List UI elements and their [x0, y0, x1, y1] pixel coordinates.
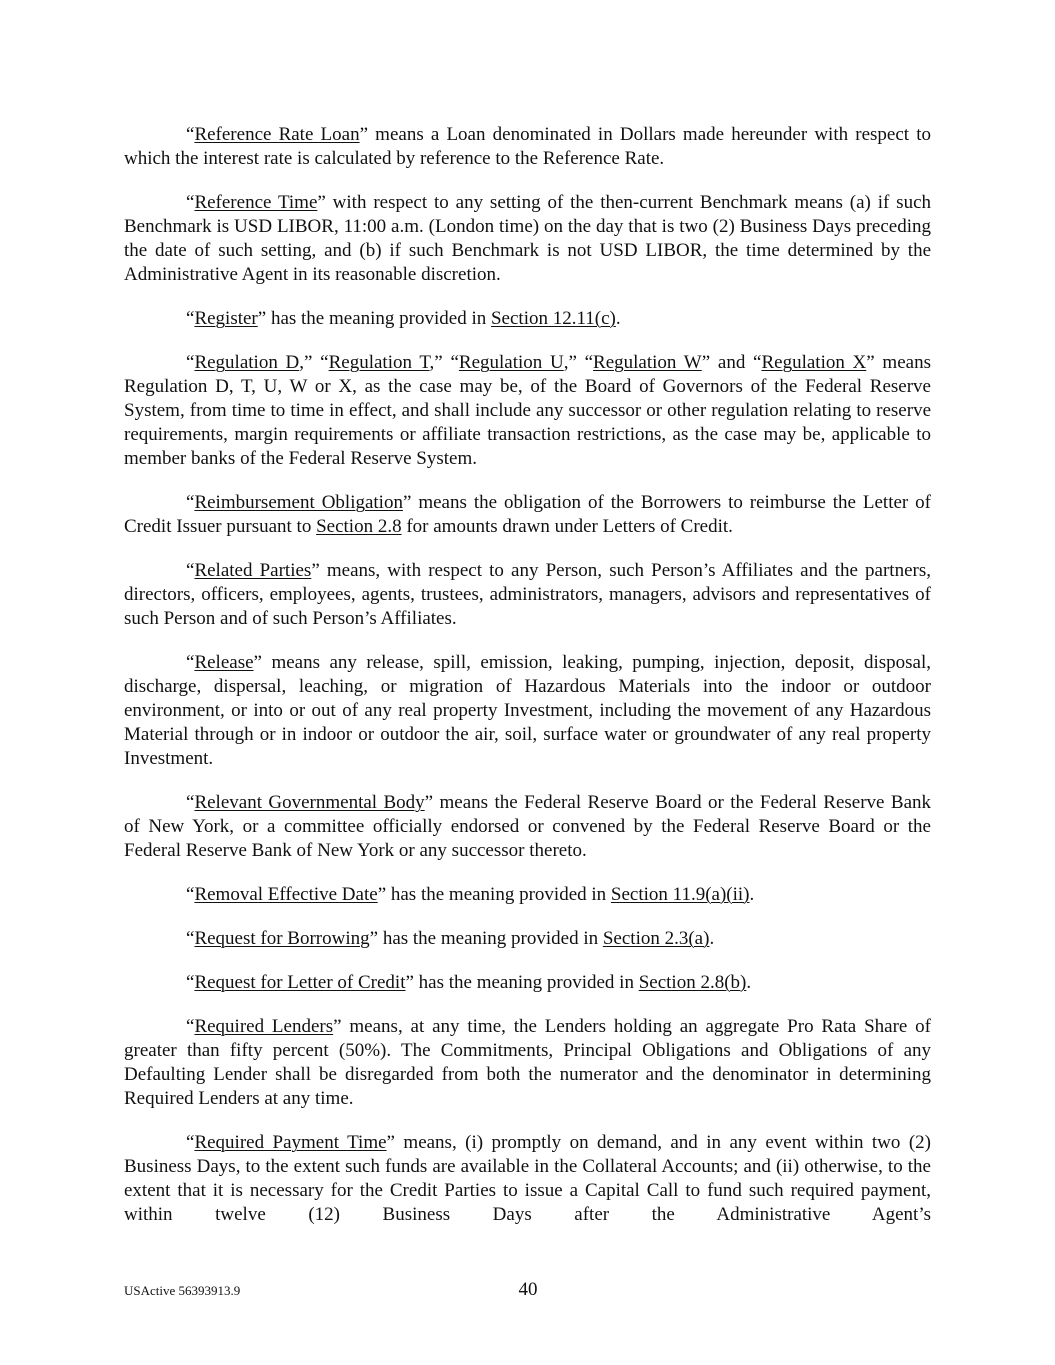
definition-paragraph	[124, 491, 931, 539]
defined-term: Reference Rate Loan	[194, 124, 360, 145]
definition-text: .	[709, 928, 715, 949]
definition-text: ” means any release, spill, emission, leaking, pumping, injection, deposit, disposal, discharge, dispersal, leaching, or migration of Hazardous Materials into the indoor or outdoor environment, or into or out of any real property Investment, including the movement of any Hazardous Material through or in indoor or outdoor the air, soil, surface water or groundwater of any real property Investment.	[124, 652, 931, 769]
defined-term: Regulation X	[761, 352, 867, 373]
definition-paragraph	[124, 559, 931, 631]
section-reference: Section 2.8	[316, 516, 402, 537]
quote-open: “	[186, 928, 195, 949]
definition-paragraph	[124, 883, 931, 907]
defined-term: Reference Time	[194, 192, 318, 213]
quote-open: “	[186, 560, 195, 581]
definition-text: ” means the obligation of the Borrowers to reimburse the Letter of Credit Issuer pursuant to	[124, 492, 932, 537]
quote-open: “	[186, 192, 195, 213]
definition-paragraph	[124, 971, 931, 995]
definitions-body	[124, 123, 931, 1227]
definition-text: ,” “	[429, 352, 459, 373]
definition-paragraph	[124, 307, 931, 331]
definition-paragraph	[124, 791, 931, 863]
section-reference: Section 2.8(b)	[638, 972, 747, 993]
definition-paragraph	[124, 1131, 931, 1227]
defined-term: Removal Effective Date	[194, 884, 378, 905]
defined-term: Release	[194, 652, 254, 673]
defined-term: Related Parties	[194, 560, 312, 581]
quote-open: “	[186, 652, 195, 673]
defined-term: Request for Borrowing	[194, 928, 370, 949]
quote-open: “	[186, 492, 195, 513]
section-reference: Section 2.3(a)	[602, 928, 710, 949]
defined-term: Required Payment Time	[194, 1132, 387, 1153]
definition-paragraph	[124, 191, 931, 287]
definition-paragraph	[124, 351, 931, 471]
definition-paragraph	[124, 651, 931, 771]
definition-text: ” has the meaning provided in	[369, 928, 603, 949]
defined-term: Regulation D	[194, 352, 300, 373]
defined-term: Register	[194, 308, 258, 329]
defined-term: Regulation W	[593, 352, 702, 373]
definition-text: ” means Regulation D, T, U, W or X, as the case may be, of the Board of Governors of the Federal Reserve System, from time to time in effect, and shall include any successor or other regulation relating to reserve requirements, margin requirements or affiliate transaction restrictions, as the case may be, applicable to member banks of the Federal Reserve System.	[124, 352, 931, 469]
definition-text: .	[746, 972, 752, 993]
quote-open: “	[186, 972, 195, 993]
definition-text: for amounts drawn under Letters of Credit.	[401, 516, 733, 537]
section-reference: Section 12.11(c)	[490, 308, 616, 329]
definition-text: .	[749, 884, 755, 905]
quote-open: “	[186, 124, 195, 145]
quote-open: “	[186, 1132, 195, 1153]
quote-open: “	[186, 1016, 195, 1037]
defined-term: Regulation T	[328, 352, 430, 373]
quote-open: “	[186, 792, 195, 813]
defined-term: Request for Letter of Credit	[194, 972, 406, 993]
page-number: 40	[518, 1279, 538, 1300]
definition-text: ” has the meaning provided in	[257, 308, 491, 329]
definition-text: ,” “	[563, 352, 594, 373]
defined-term: Reimbursement Obligation	[194, 492, 403, 513]
definition-text: ” means, at any time, the Lenders holding an aggregate Pro Rata Share of greater than fifty percent (50%). The Commitments, Principal Obligations and Obligations of any Defaulting Lender shall be disregarded from both the numerator and the denominator in determining Required Lenders at any time.	[124, 1016, 931, 1109]
section-reference: Section 11.9(a)(ii)	[610, 884, 750, 905]
definition-text: ” means, with respect to any Person, such Person’s Affiliates and the partners, directors, officers, employees, agents, trustees, administrators, managers, advisors and representatives of such Person and of such Person’s Affiliates.	[124, 560, 931, 629]
definition-paragraph	[124, 123, 931, 171]
definition-text: ” with respect to any setting of the then-current Benchmark means (a) if such Benchmark is USD LIBOR, 11:00 a.m. (London time) on the day that is two (2) Business Days preceding the date of such setting, and (b) if such Benchmark is not USD LIBOR, the time determined by the Administrative Agent in its reasonable discretion.	[124, 192, 932, 285]
definition-paragraph	[124, 1015, 931, 1111]
defined-term: Relevant Governmental Body	[194, 792, 425, 813]
quote-open: “	[186, 308, 195, 329]
quote-open: “	[186, 884, 195, 905]
footer-document-id: USActive 56393913.9	[124, 1283, 241, 1298]
definition-text: ” has the meaning provided in	[405, 972, 639, 993]
defined-term: Regulation U	[458, 352, 564, 373]
definition-text: ” means a Loan denominated in Dollars made hereunder with respect to which the interest rate is calculated by reference to the Reference Rate.	[124, 124, 931, 169]
definition-text: ” means, (i) promptly on demand, and in any event within two (2) Business Days, to the extent such funds are available in the Collateral Accounts; and (ii) otherwise, to the extent that it is necessary for the Credit Parties to issue a Capital Call to fund such required payment, within twelve (12) Business Days after the Administrative Agent’s	[124, 1132, 931, 1225]
definition-text: .	[615, 308, 621, 329]
definition-text: ” and “	[701, 352, 762, 373]
definition-text: ,” “	[299, 352, 329, 373]
definition-text: ” means the Federal Reserve Board or the Federal Reserve Bank of New York, or a committee officially endorsed or convened by the Federal Reserve Board or the Federal Reserve Bank of New York or any successor thereto.	[124, 792, 931, 861]
definition-text: ” has the meaning provided in	[377, 884, 611, 905]
defined-term: Required Lenders	[194, 1016, 334, 1037]
quote-open: “	[186, 352, 195, 373]
definition-paragraph	[124, 927, 931, 951]
